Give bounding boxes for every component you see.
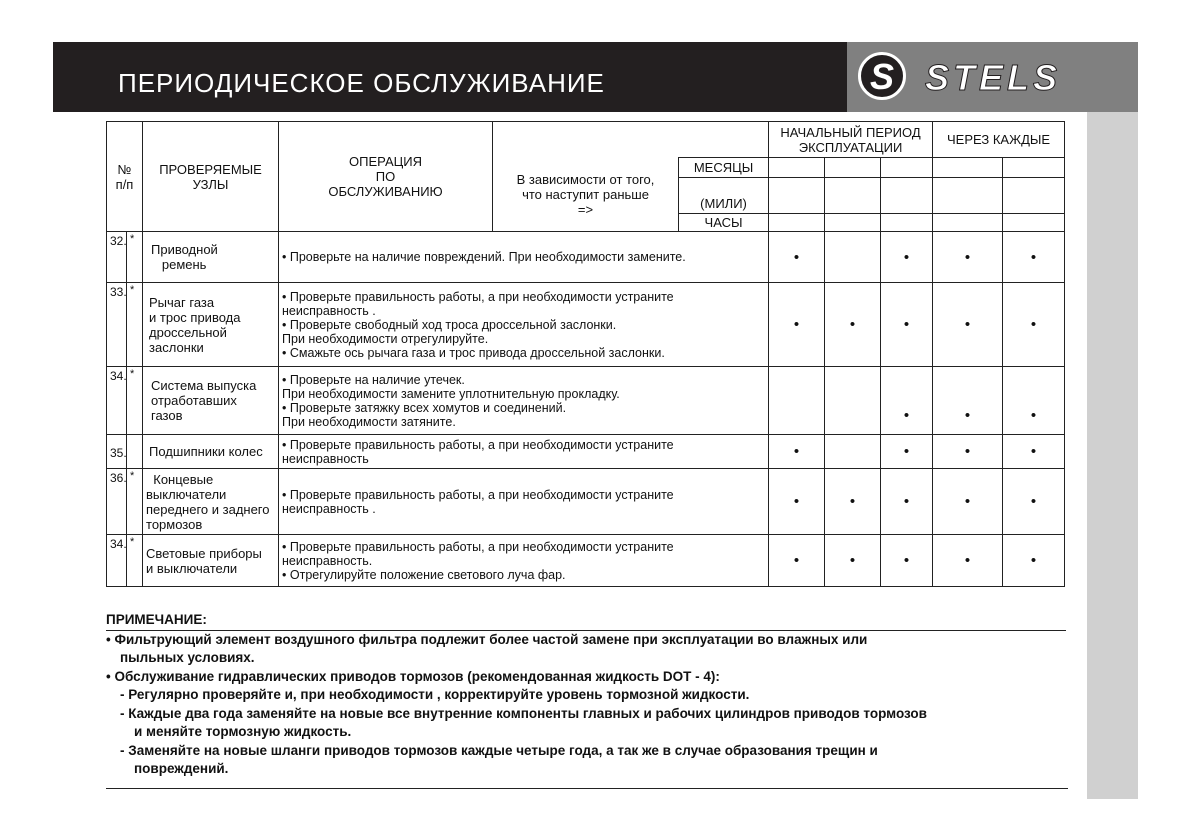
row-operations: • Проверьте правильность работы, а при необходимости устраните неисправность . • Проверьте свободный ход троса дроссельной заслонки. При необходимости отрегулируйте. • Смажьте ось рычага газа и трос привода дроссельной заслонки.: [279, 283, 769, 367]
table-row: 34. * Система выпуска отработавших газов • Проверьте на наличие утечек. При необходимости замените уплотнительную прокладку. • Проверьте затяжку всех хомутов и соединений. При необходимости затяните. • • •: [107, 367, 1065, 435]
bottom-divider: [106, 788, 1068, 789]
row-item: Система выпуска отработавших газов: [143, 367, 279, 435]
header-months: МЕСЯЦЫ: [679, 158, 769, 178]
row-item: Приводной ремень: [143, 232, 279, 283]
row-operations: • Проверьте на наличие утечек. При необходимости замените уплотнительную прокладку. • Проверьте затяжку всех хомутов и соединений. При необходимости затяните.: [279, 367, 769, 435]
table-row: 34. * Световые приборы и выключатели • Проверьте правильность работы, а при необходимости устраните неисправность. • Отрегулируйте положение светового луча фар. • • • • •: [107, 535, 1065, 587]
header-initial-period: НАЧАЛЬНЫЙ ПЕРИОД ЭКСПЛУАТАЦИИ: [769, 122, 933, 158]
header-blank: [493, 122, 769, 158]
row-operations: • Проверьте на наличие повреждений. При необходимости замените.: [279, 232, 769, 283]
note-line: • Обслуживание гидравлических приводов тормозов (рекомендованная жидкость DOT - 4):: [106, 668, 720, 684]
table-row: 35. Подшипники колес • Проверьте правильность работы, а при необходимости устраните неисправность • • • •: [107, 435, 1065, 469]
note-line: и меняйте тормозную жидкость.: [134, 724, 352, 739]
header-miles: (МИЛИ): [679, 178, 769, 214]
note-line: пыльных условиях.: [120, 650, 255, 665]
notes-section: [106, 611, 1066, 779]
side-margin-strip: [1087, 112, 1138, 799]
row-item: Подшипники колес: [143, 435, 279, 469]
note-line: - Каждые два года заменяйте на новые все внутренние компоненты главных и рабочих цилиндров приводов тормозов: [120, 705, 927, 721]
note-line: - Регулярно проверяйте и, при необходимости , корректируйте уровень тормозной жидкости.: [120, 687, 750, 702]
note-line: повреждений.: [134, 761, 229, 776]
table-row: 32. * Приводной ремень • Проверьте на наличие повреждений. При необходимости замените. • • • •: [107, 232, 1065, 283]
note-line: • Фильтрующий элемент воздушного фильтра подлежит более частой замене при эксплуатации во влажных или: [106, 631, 868, 647]
header-num: № п/п: [107, 122, 143, 232]
logo-emblem-icon: S: [858, 52, 906, 100]
row-item: Концевые выключатели переднего и заднего тормозов: [143, 469, 279, 535]
maintenance-table: [106, 121, 1065, 587]
row-item: Рычаг газа и трос привода дроссельной заслонки: [143, 283, 279, 367]
brand-logo-text: STELS: [925, 57, 1062, 98]
row-operations: • Проверьте правильность работы, а при необходимости устраните неисправность .: [279, 469, 769, 535]
row-item: Световые приборы и выключатели: [143, 535, 279, 587]
note-line: - Заменяйте на новые шланги приводов тормозов каждые четыре года, а так же в случае образования трещин и: [120, 742, 878, 758]
header-items: ПРОВЕРЯЕМЫЕ УЗЛЫ: [143, 122, 279, 232]
header-every: ЧЕРЕЗ КАЖДЫЕ: [933, 122, 1065, 158]
table-row: 33. * Рычаг газа и трос привода дроссельной заслонки • Проверьте правильность работы, а при необходимости устраните неисправность . • Проверьте свободный ход троса дроссельной заслонки. При необходимости отрегулируйте. • Смажьте ось рычага газа и трос привода дроссельной заслонки. • • • • •: [107, 283, 1065, 367]
table-row: 36. * Концевые выключатели переднего и заднего тормозов • Проверьте правильность работы, а при необходимости устраните неисправность . • • • • •: [107, 469, 1065, 535]
row-operations: • Проверьте правильность работы, а при необходимости устраните неисправность. • Отрегулируйте положение светового луча фар.: [279, 535, 769, 587]
page-title: ПЕРИОДИЧЕСКОЕ ОБСЛУЖИВАНИЕ: [118, 68, 605, 98]
notes-title: ПРИМЕЧАНИЕ:: [106, 611, 1066, 631]
header-hours: ЧАСЫ: [679, 214, 769, 232]
header-depend: В зависимости от того, что наступит раньше =>: [493, 158, 679, 232]
row-operations: • Проверьте правильность работы, а при необходимости устраните неисправность: [279, 435, 769, 469]
header-operation: ОПЕРАЦИЯ ПО ОБСЛУЖИВАНИЮ: [279, 122, 493, 232]
